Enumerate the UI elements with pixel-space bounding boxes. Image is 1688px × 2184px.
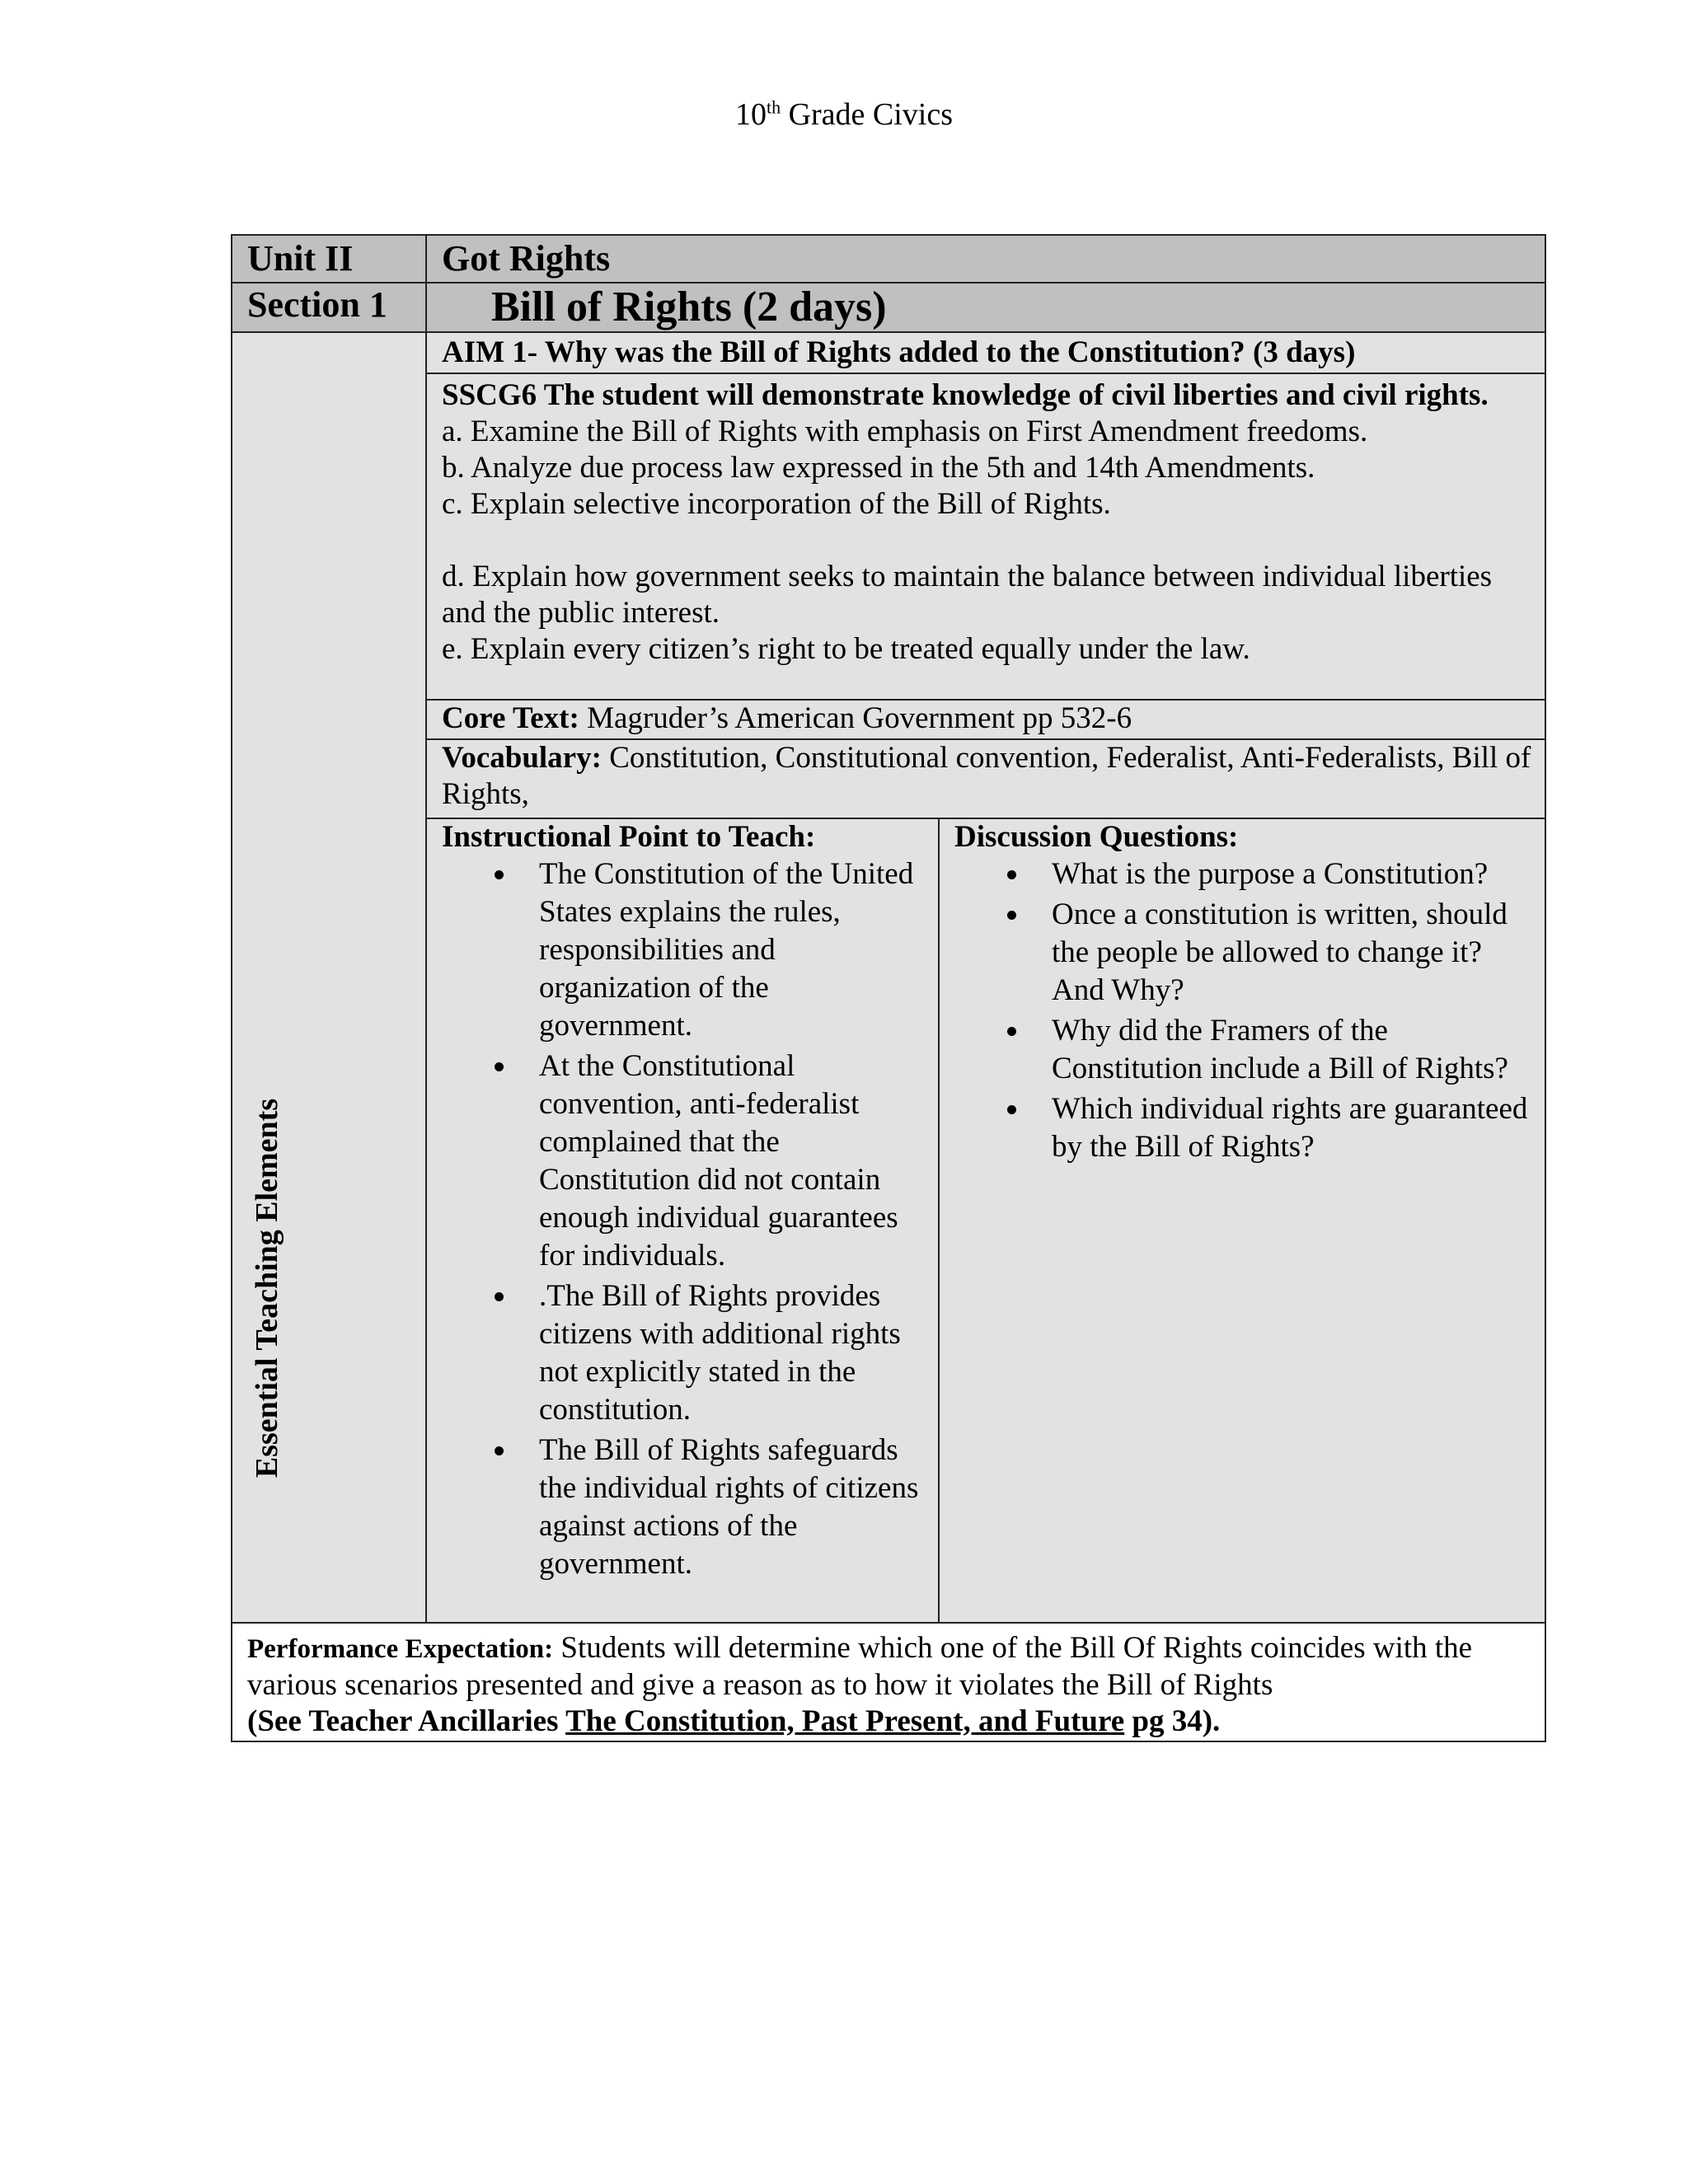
core-text-value: Magruder’s American Government pp 532-6	[579, 701, 1132, 735]
section-label-cell	[232, 284, 425, 331]
performance-ref-title: The Constitution, Past Present, and Future	[565, 1704, 1125, 1738]
discussion-cell	[940, 819, 1545, 1622]
lesson-table	[231, 234, 1546, 1742]
vocabulary-value: Constitution, Constitutional convention, Federalist, Anti-Federalists, Bill of Rights,	[442, 741, 1531, 811]
instructional-point: The Bill of Rights safeguards the individual rights of citizens against actions of the government.	[442, 1432, 928, 1583]
standard-spacer	[442, 523, 1533, 559]
page-header	[0, 96, 1688, 134]
rule-after-standard	[427, 699, 1545, 701]
rule-after-vocabulary	[427, 818, 1545, 819]
rule-mid-column	[938, 818, 940, 1624]
core-text-cell	[427, 701, 1545, 738]
rule-left-column	[425, 236, 427, 1624]
instructional-heading: Instructional Point to Teach:	[442, 820, 816, 854]
vocabulary-cell	[427, 740, 1545, 818]
discussion-question: Which individual rights are guaranteed by the Bill of Rights?	[954, 1090, 1535, 1166]
aim-cell	[427, 333, 1545, 373]
section-title: Bill of Rights (2 days)	[491, 284, 887, 330]
performance-cell	[232, 1624, 1545, 1741]
unit-title-cell	[427, 236, 1545, 282]
standard-item-b: b. Analyze due process law expressed in the 5th and 14th Amendments.	[442, 451, 1315, 485]
performance-label: Performance Expectation:	[247, 1634, 554, 1664]
standard-item-c: c. Explain selective incorporation of the Bill of Rights.	[442, 487, 1111, 521]
aim-text: AIM 1- Why was the Bill of Rights added to the Constitution? (3 days)	[442, 335, 1356, 369]
rule-after-aim	[427, 373, 1545, 374]
discussion-question: Once a constitution is written, should the people be allowed to change it? And Why?	[954, 896, 1535, 1010]
rule-after-unit	[232, 282, 1545, 284]
standard-title: SSCG6 The student will demonstrate knowledge of civil liberties and civil rights.	[442, 378, 1489, 412]
discussion-heading: Discussion Questions:	[954, 820, 1239, 854]
side-label-cell	[232, 333, 425, 1622]
performance-body: Students will determine which one of the Bill Of Rights coincides with the various scenarios presented and give a reason as to how it violates the Bill of Rights	[247, 1631, 1473, 1702]
standard-cell	[427, 374, 1545, 699]
discussion-question: Why did the Framers of the Constitution include a Bill of Rights?	[954, 1012, 1535, 1088]
discussion-list	[954, 855, 1535, 1166]
performance-ref-suffix: pg 34).	[1124, 1704, 1221, 1738]
core-text-label: Core Text:	[442, 701, 579, 735]
discussion-question: What is the purpose a Constitution?	[954, 855, 1535, 893]
header-title-rest: Grade Civics	[781, 97, 954, 132]
standard-item-a: a. Examine the Bill of Rights with emphasis on First Amendment freedoms.	[442, 415, 1368, 448]
instructional-cell	[427, 819, 938, 1622]
instructional-point: At the Constitutional convention, anti-federalist complained that the Constitution did not contain enough individual guarantees for individuals.	[442, 1047, 928, 1275]
header-title-sup: th	[766, 96, 781, 118]
performance-text	[247, 1630, 1525, 1740]
instructional-list	[442, 855, 928, 1583]
instructional-point: The Constitution of the United States explains the rules, responsibilities and organization of the government.	[442, 855, 928, 1045]
section-title-cell	[427, 284, 1545, 331]
unit-label: Unit II	[247, 238, 354, 279]
unit-title: Got Rights	[442, 238, 611, 279]
header-title-prefix: 10	[734, 97, 767, 132]
section-label: Section 1	[247, 284, 387, 325]
rule-before-performance	[232, 1622, 1545, 1624]
performance-ref-prefix: (See Teacher Ancillaries	[247, 1704, 566, 1738]
unit-label-cell	[232, 236, 425, 282]
rule-after-section	[232, 331, 1545, 333]
instructional-point: .The Bill of Rights provides citizens with additional rights not explicitly stated in the constitution.	[442, 1277, 928, 1429]
standard-item-e: e. Explain every citizen’s right to be treated equally under the law.	[442, 632, 1250, 666]
rule-after-core-text	[427, 738, 1545, 740]
side-label: Essential Teaching Elements	[250, 1098, 284, 1479]
vocabulary-label: Vocabulary:	[442, 741, 602, 775]
standard-item-d: d. Explain how government seeks to maintain the balance between individual liberties and the public interest.	[442, 560, 1493, 630]
